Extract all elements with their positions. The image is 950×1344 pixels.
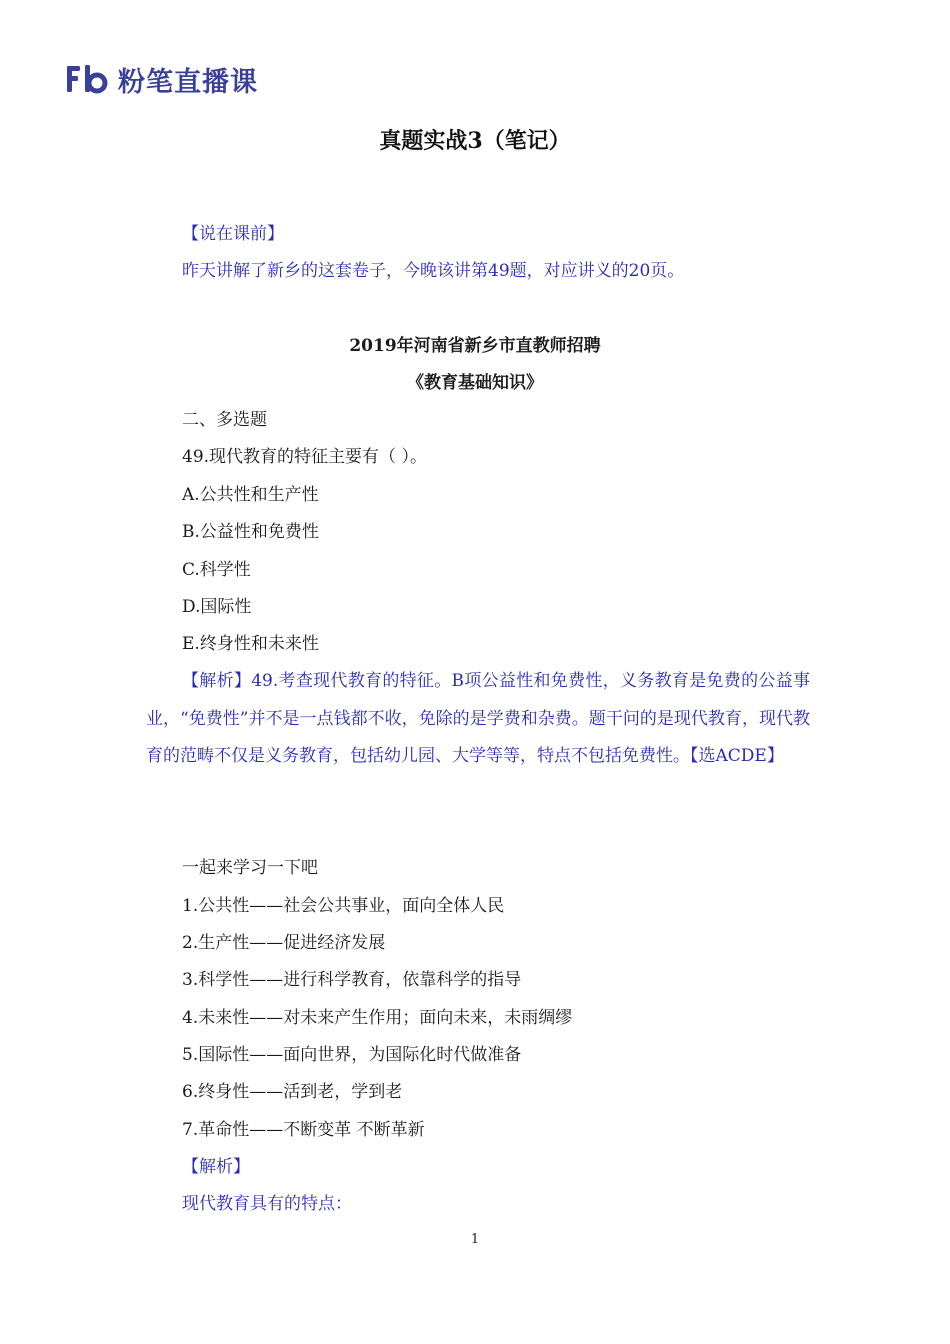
fb-logo-icon [66, 63, 110, 95]
page-number: 1 [470, 1232, 480, 1247]
exam-subtitle: 《教育基础知识》 [407, 373, 543, 393]
option-e: E.终身性和未来性 [182, 634, 319, 654]
brand-logo [66, 62, 258, 96]
question-text: 49.现代教育的特征主要有（ ）。 [182, 447, 427, 467]
study-point: 5.国际性——面向世界，为国际化时代做准备 [182, 1045, 522, 1065]
option-a: A.公共性和生产性 [182, 485, 319, 505]
option-c: C.科学性 [182, 560, 251, 580]
analysis-text: 现代教育具有的特点： [182, 1194, 352, 1214]
exam-title: 2019年河南省新乡市直教师招聘 [349, 336, 601, 356]
option-d: D.国际性 [182, 597, 252, 617]
analysis-paragraph: 【解析】49.考查现代教育的特征。B项公益性和免费性，义务教育是免费的公益事业，“免费性”并不是一点钱都不收，免除的是学费和杂费。题干问的是现代教育，现代教育的范畴不仅是义务教育，包括幼儿园、大学等等，特点不包括免费性。【选ACDE】 [146, 671, 810, 766]
option-b: B.公益性和免费性 [182, 522, 319, 542]
study-point: 3.科学性——进行科学教育，依靠科学的指导 [182, 970, 522, 990]
study-point: 1.公共性——社会公共事业，面向全体人民 [182, 896, 505, 916]
study-point: 2.生产性——促进经济发展 [182, 933, 386, 953]
study-point: 7.革命性——不断变革 不断革新 [182, 1120, 425, 1140]
section-heading: 二、多选题 [182, 410, 267, 430]
logo-text: 粉笔直播课 [118, 66, 258, 98]
study-point: 6.终身性——活到老，学到老 [182, 1082, 403, 1102]
intro-header: 【说在课前】 [182, 224, 284, 244]
study-intro: 一起来学习一下吧 [182, 858, 318, 878]
analysis-header: 【解析】 [182, 1157, 250, 1177]
study-point: 4.未来性——对未来产生作用；面向未来，未雨绸缪 [182, 1008, 573, 1028]
document-title: 真题实战3（笔记） [379, 128, 571, 154]
intro-text: 昨天讲解了新乡的这套卷子，今晚该讲第49题，对应讲义的20页。 [182, 261, 685, 281]
